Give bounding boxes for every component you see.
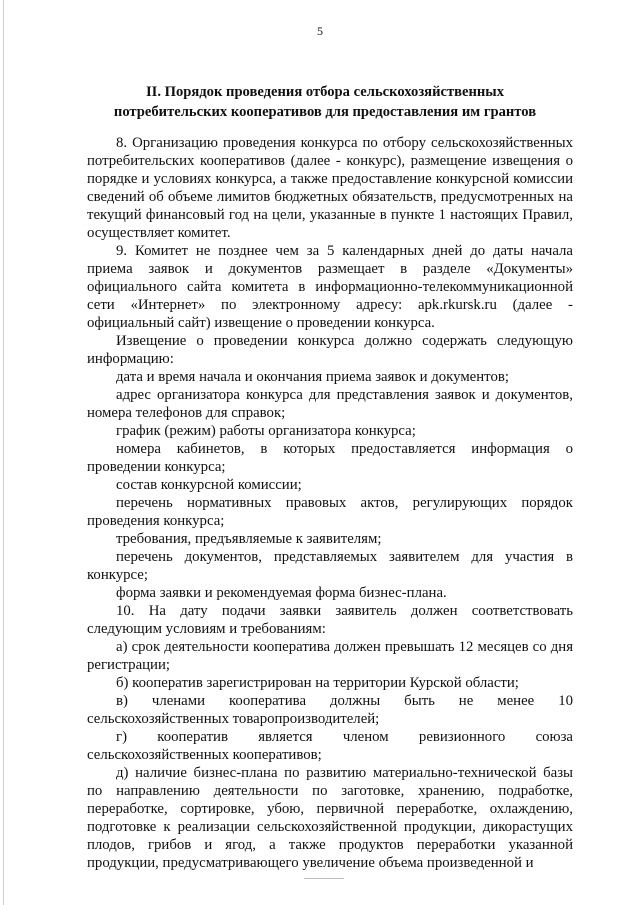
paragraph-8: 8. Организацию проведения конкурса по отбору сельскохозяйственных потребительских кооперативов (далее - конкурс), размещение извещения о порядке и условиях конкурса, а также предоставление конкурсной комиссии сведений об объеме лимитов бюджетных обязательств, предусмотренных на текущий финансовый год на цели, указанные в пункте 1 настоящих Правил, осуществляет комитет. (87, 135, 573, 241)
notice-item-dates: дата и время начала и окончания приема заявок и документов; (116, 369, 509, 385)
notice-item-requirements: требования, предъявляемые к заявителям; (116, 531, 382, 547)
notice-item-legal-acts: перечень нормативных правовых актов, регулирующих порядок проведения конкурса; (87, 495, 573, 529)
notice-item-commission: состав конкурсной комиссии; (116, 477, 302, 493)
paragraph-10: 10. На дату подачи заявки заявитель должен соответствовать следующим условиям и требованиям: (87, 603, 573, 637)
page-number: 5 (317, 24, 323, 38)
notice-intro: Извещение о проведении конкурса должно содержать следующую информацию: (87, 333, 573, 367)
condition-g: г) кооператив является членом ревизионного союза сельскохозяйственных кооперативов; (87, 729, 573, 763)
notice-item-documents: перечень документов, представляемых заявителем для участия в конкурсе; (87, 549, 573, 583)
section-heading-line-2: потребительских кооперативов для предоставления им грантов (113, 104, 537, 120)
notice-item-address: адрес организатора конкурса для представления заявок и документов, номера телефонов для справок; (87, 387, 573, 421)
condition-b: б) кооператив зарегистрирован на территории Курской области; (116, 675, 519, 691)
scan-artifact-line (304, 878, 344, 879)
body-text (87, 134, 573, 872)
condition-d: д) наличие бизнес-плана по развитию материально-технической базы по направлению деятельности по заготовке, хранению, подработке, переработке, сортировке, убою, первичной переработке, охлаждению, подготовке к реализации сельскохозяйственной продукции, дикорастущих плодов, грибов и ягод, а также продуктов переработки указанной продукции, предусматривающего увеличение объема произведенной и (87, 765, 573, 871)
left-edge-line (3, 0, 4, 905)
notice-item-forms: форма заявки и рекомендуемая форма бизнес-плана. (116, 585, 447, 601)
condition-v: в) членами кооператива должны быть не менее 10 сельскохозяйственных товаропроизводителей; (87, 693, 573, 727)
paragraph-9: 9. Комитет не позднее чем за 5 календарных дней до даты начала приема заявок и документов размещает в разделе «Документы» официального сайта комитета в информационно-телекоммуникационной сети «Интернет» по электронному адресу: apk.rkursk.ru (далее - официальный сайт) извещение о проведении конкурса. (87, 243, 573, 331)
section-heading-line-1: II. Порядок проведения отбора сельскохозяйственных (145, 84, 505, 100)
section-heading (86, 82, 564, 122)
notice-item-schedule: график (режим) работы организатора конкурса; (116, 423, 416, 439)
notice-item-rooms: номера кабинетов, в которых предоставляется информация о проведении конкурса; (87, 441, 573, 475)
condition-a: а) срок деятельности кооператива должен превышать 12 месяцев со дня регистрации; (87, 639, 573, 673)
